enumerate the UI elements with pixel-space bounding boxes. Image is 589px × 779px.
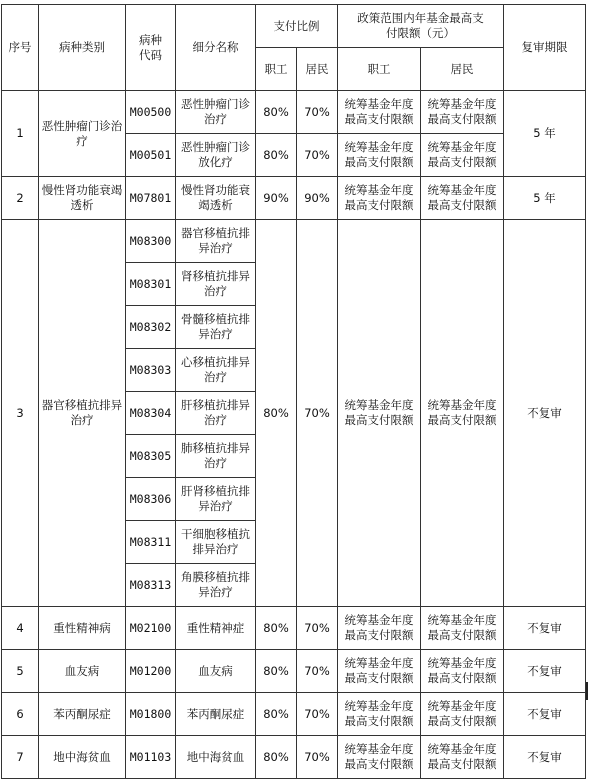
row-subname: 重性精神症	[176, 607, 256, 650]
row-worker-limit: 统筹基金年度最高支付限额	[338, 736, 421, 779]
header-ratio: 支付比例	[256, 5, 338, 48]
row-code: M01200	[126, 650, 176, 693]
row-worker-pct: 80%	[256, 693, 297, 736]
row-code: M08303	[126, 349, 176, 392]
header-code: 病种代码	[126, 5, 176, 91]
row-worker-pct: 80%	[256, 650, 297, 693]
disease-table	[1, 4, 586, 779]
header-review: 复审期限	[504, 5, 586, 91]
row-resident-pct: 70%	[297, 220, 338, 607]
row-review: 不复审	[504, 693, 586, 736]
table-row	[2, 177, 586, 220]
header-resident-pct: 居民	[297, 48, 338, 91]
row-resident-pct: 70%	[297, 607, 338, 650]
row-code: M02100	[126, 607, 176, 650]
table-row	[2, 220, 586, 263]
row-review: 5 年	[504, 177, 586, 220]
header-worker-pct: 职工	[256, 48, 297, 91]
row-review: 不复审	[504, 650, 586, 693]
row-subname: 角膜移植抗排异治疗	[176, 564, 256, 607]
row-code: M00501	[126, 134, 176, 177]
row-worker-pct: 80%	[256, 91, 297, 134]
row-subname: 血友病	[176, 650, 256, 693]
row-seq: 5	[2, 650, 39, 693]
row-category: 苯丙酮尿症	[39, 693, 126, 736]
row-category: 恶性肿瘤门诊治疗	[39, 91, 126, 177]
row-resident-pct: 70%	[297, 134, 338, 177]
row-code: M08313	[126, 564, 176, 607]
row-code: M07801	[126, 177, 176, 220]
table-row	[2, 650, 586, 693]
row-subname: 苯丙酮尿症	[176, 693, 256, 736]
row-subname: 器官移植抗排异治疗	[176, 220, 256, 263]
header-subname: 细分名称	[176, 5, 256, 91]
header-seq: 序号	[2, 5, 39, 91]
row-worker-pct: 90%	[256, 177, 297, 220]
row-worker-pct: 80%	[256, 134, 297, 177]
row-subname: 恶性肿瘤门诊治疗	[176, 91, 256, 134]
row-worker-limit: 统筹基金年度最高支付限额	[338, 134, 421, 177]
row-review: 不复审	[504, 736, 586, 779]
row-seq: 3	[2, 220, 39, 607]
row-subname: 恶性肿瘤门诊放化疗	[176, 134, 256, 177]
header-resident-limit: 居民	[421, 48, 504, 91]
row-subname: 肺移植抗排异治疗	[176, 435, 256, 478]
row-resident-pct: 70%	[297, 693, 338, 736]
row-code: M01103	[126, 736, 176, 779]
row-review: 不复审	[504, 607, 586, 650]
row-code: M08305	[126, 435, 176, 478]
header-row	[2, 5, 586, 48]
row-resident-pct: 90%	[297, 177, 338, 220]
row-worker-limit: 统筹基金年度最高支付限额	[338, 650, 421, 693]
row-subname: 肝肾移植抗排异治疗	[176, 478, 256, 521]
row-category: 地中海贫血	[39, 736, 126, 779]
row-resident-limit: 统筹基金年度最高支付限额	[421, 91, 504, 134]
row-seq: 2	[2, 177, 39, 220]
header-category: 病种类别	[39, 5, 126, 91]
table-row	[2, 693, 586, 736]
row-seq: 7	[2, 736, 39, 779]
row-resident-limit: 统筹基金年度最高支付限额	[421, 134, 504, 177]
row-subname: 干细胞移植抗排异治疗	[176, 521, 256, 564]
row-code: M01800	[126, 693, 176, 736]
row-subname: 地中海贫血	[176, 736, 256, 779]
row-resident-limit: 统筹基金年度最高支付限额	[421, 736, 504, 779]
row-resident-limit: 统筹基金年度最高支付限额	[421, 177, 504, 220]
row-subname: 骨髓移植抗排异治疗	[176, 306, 256, 349]
row-category: 慢性肾功能衰竭透析	[39, 177, 126, 220]
row-resident-pct: 70%	[297, 736, 338, 779]
row-review: 5 年	[504, 91, 586, 177]
row-code: M08302	[126, 306, 176, 349]
row-resident-pct: 70%	[297, 91, 338, 134]
row-resident-limit: 统筹基金年度最高支付限额	[421, 650, 504, 693]
row-code: M08311	[126, 521, 176, 564]
row-worker-limit: 统筹基金年度最高支付限额	[338, 607, 421, 650]
row-worker-pct: 80%	[256, 220, 297, 607]
row-seq: 1	[2, 91, 39, 177]
row-category: 重性精神病	[39, 607, 126, 650]
row-subname: 慢性肾功能衰竭透析	[176, 177, 256, 220]
row-subname: 肾移植抗排异治疗	[176, 263, 256, 306]
row-worker-pct: 80%	[256, 607, 297, 650]
row-subname: 肝移植抗排异治疗	[176, 392, 256, 435]
row-code: M08306	[126, 478, 176, 521]
row-resident-pct: 70%	[297, 650, 338, 693]
row-code: M08301	[126, 263, 176, 306]
table-body	[2, 5, 586, 779]
row-subname: 心移植抗排异治疗	[176, 349, 256, 392]
row-resident-limit: 统筹基金年度最高支付限额	[421, 693, 504, 736]
row-worker-pct: 80%	[256, 736, 297, 779]
edge-mark	[586, 682, 588, 700]
row-review: 不复审	[504, 220, 586, 607]
row-code: M08304	[126, 392, 176, 435]
table-row	[2, 736, 586, 779]
table-row	[2, 91, 586, 134]
row-seq: 4	[2, 607, 39, 650]
row-seq: 6	[2, 693, 39, 736]
row-worker-limit: 统筹基金年度最高支付限额	[338, 91, 421, 134]
header-limit: 政策范围内年基金最高支付限额（元）	[338, 5, 504, 48]
row-worker-limit: 统筹基金年度最高支付限额	[338, 220, 421, 607]
header-worker-limit: 职工	[338, 48, 421, 91]
row-code: M00500	[126, 91, 176, 134]
row-resident-limit: 统筹基金年度最高支付限额	[421, 220, 504, 607]
row-resident-limit: 统筹基金年度最高支付限额	[421, 607, 504, 650]
row-worker-limit: 统筹基金年度最高支付限额	[338, 693, 421, 736]
row-category: 器官移植抗排异治疗	[39, 220, 126, 607]
table-row	[2, 607, 586, 650]
row-worker-limit: 统筹基金年度最高支付限额	[338, 177, 421, 220]
row-category: 血友病	[39, 650, 126, 693]
row-code: M08300	[126, 220, 176, 263]
